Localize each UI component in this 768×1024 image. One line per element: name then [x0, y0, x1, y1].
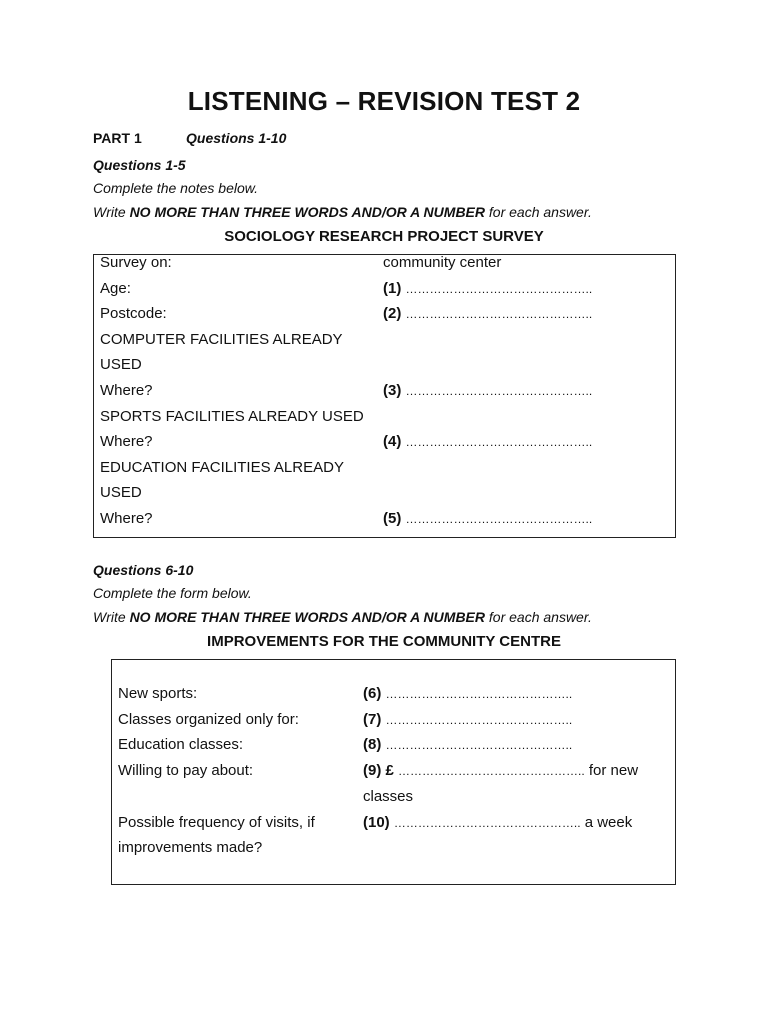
form-row-label: Classes organized only for:	[118, 711, 299, 728]
form-row-answer	[363, 814, 632, 831]
answer-blank[interactable]: ………………………………………..	[405, 307, 593, 321]
answer-blank[interactable]: ………………………………………..	[405, 282, 593, 296]
section1-instruction2	[93, 204, 592, 220]
question-number: (2)	[383, 305, 402, 322]
survey-row-label: Where?	[100, 433, 153, 450]
question-number: (3)	[383, 382, 402, 399]
instruction-emphasis: NO MORE THAN THREE WORDS AND/OR A NUMBER	[129, 609, 485, 625]
instruction-text: Write	[93, 609, 130, 625]
form-row-label: New sports:	[118, 685, 198, 702]
survey-row-answer	[383, 433, 592, 450]
part-label: PART 1	[93, 130, 142, 146]
section1-instruction1: Complete the notes below.	[93, 180, 258, 196]
survey-row-label: EDUCATION FACILITIES ALREADY	[100, 459, 344, 476]
question-number: (5)	[383, 510, 402, 527]
answer-blank[interactable]: ………………………………………..	[405, 435, 593, 449]
instruction-emphasis: NO MORE THAN THREE WORDS AND/OR A NUMBER	[129, 204, 485, 220]
answer-suffix: a week	[580, 814, 633, 831]
page-title: LISTENING – REVISION TEST 2	[187, 86, 581, 116]
survey-row-answer	[383, 382, 592, 399]
survey-row-label: USED	[100, 484, 142, 501]
answer-text: classes	[363, 788, 414, 805]
form-row-label: Possible frequency of visits, if	[118, 814, 315, 831]
section2-instruction1: Complete the form below.	[93, 585, 252, 601]
form-row-answer	[363, 685, 572, 702]
form-row-label: Willing to pay about:	[118, 762, 254, 779]
part-questions: Questions 1-10	[186, 130, 287, 146]
answer-blank[interactable]: ………………………………………..	[393, 816, 581, 830]
survey-row-label: Survey on:	[100, 254, 172, 271]
answer-blank[interactable]: ………………………………………..	[385, 713, 573, 727]
answer-suffix: for new	[584, 762, 639, 779]
section1-table-title: SOCIOLOGY RESEARCH PROJECT SURVEY	[224, 228, 544, 245]
form-row-answer	[363, 762, 638, 779]
answer-text: community center	[383, 254, 502, 271]
survey-row-answer	[383, 510, 592, 527]
question-number: (6)	[363, 685, 382, 702]
survey-row-label: USED	[100, 356, 142, 373]
section1-heading: Questions 1-5	[93, 157, 186, 173]
form-row-label: Education classes:	[118, 736, 244, 753]
question-number: (8)	[363, 736, 382, 753]
survey-row-answer	[383, 305, 592, 322]
survey-row-label: Where?	[100, 382, 153, 399]
question-number: (1)	[383, 280, 402, 297]
survey-row-answer	[383, 254, 501, 271]
section2-heading: Questions 6-10	[93, 562, 194, 578]
question-number: (4)	[383, 433, 402, 450]
survey-row-answer	[383, 280, 592, 297]
answer-blank[interactable]: ………………………………………..	[405, 512, 593, 526]
instruction-text: for each answer.	[485, 609, 592, 625]
section2-instruction2	[93, 609, 592, 625]
form-row-answer	[363, 788, 413, 805]
instruction-text: Write	[93, 204, 130, 220]
survey-row-label: SPORTS FACILITIES ALREADY USED	[100, 408, 364, 425]
survey-row-label: Postcode:	[100, 305, 167, 322]
answer-blank[interactable]: ………………………………………..	[405, 384, 593, 398]
section2-table-title: IMPROVEMENTS FOR THE COMMUNITY CENTRE	[207, 633, 561, 650]
survey-row-label: Age:	[100, 280, 131, 297]
survey-row-label: Where?	[100, 510, 153, 527]
answer-blank[interactable]: ………………………………………..	[385, 687, 573, 701]
form-row-label: improvements made?	[118, 839, 263, 856]
question-number: (7)	[363, 711, 382, 728]
instruction-text: for each answer.	[485, 204, 592, 220]
form-row-answer	[363, 736, 572, 753]
answer-blank[interactable]: ………………………………………..	[385, 738, 573, 752]
answer-blank[interactable]: ………………………………………..	[398, 764, 585, 778]
survey-row-label: COMPUTER FACILITIES ALREADY	[100, 331, 343, 348]
form-row-answer	[363, 711, 572, 728]
question-number: (9) £	[363, 762, 394, 779]
question-number: (10)	[363, 814, 390, 831]
